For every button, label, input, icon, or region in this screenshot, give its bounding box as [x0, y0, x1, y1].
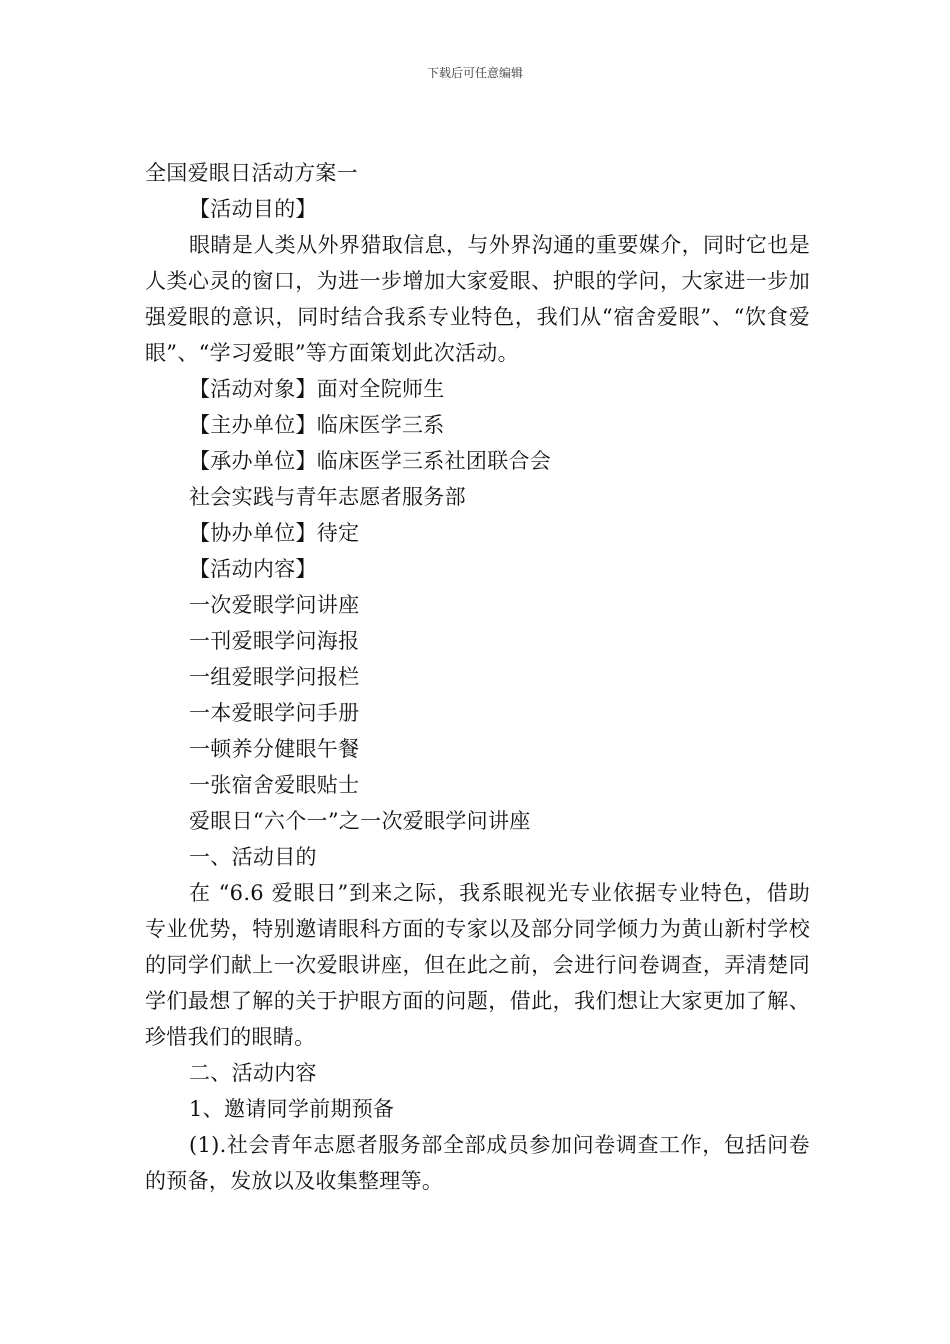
- section1-heading: 一、活动目的: [189, 845, 317, 869]
- purpose-heading: 【活动目的】: [189, 197, 317, 221]
- section2-heading: 二、活动内容: [189, 1061, 317, 1085]
- document-title: 全国爱眼日活动方案一: [145, 161, 358, 185]
- content-item: 一刊爱眼学问海报: [189, 629, 360, 653]
- content-item: 一本爱眼学问手册: [189, 701, 360, 725]
- section1-paragraph: 在 “6.6 爱眼日”到来之际，我系眼视光专业依据专业特色，借助专业优势，特别邀请眼科方面的专家以及部分同学倾力为黄山新村学校的同学们献上一次爱眼讲座，但在此之前，会进行问卷调查，弄清楚同学们最想了解的关于护眼方面的问题，借此，我们想让大家更加了解、珍惜我们的眼睛。: [145, 881, 810, 1049]
- content-heading: 【活动内容】: [189, 557, 317, 581]
- section2-item-paragraph: (1).社会青年志愿者服务部全部成员参加问卷调查工作，包括问卷的预备，发放以及收集整理等。: [145, 1133, 810, 1193]
- undertaker-dept-line: 社会实践与青年志愿者服务部: [189, 485, 466, 509]
- target-line: 【活动对象】面对全院师生: [189, 377, 445, 401]
- content-item: 一顿养分健眼午餐: [189, 737, 360, 761]
- section-title: 爱眼日“六个一”之一次爱眼学问讲座: [189, 809, 531, 833]
- section2-subheading: 1、邀请同学前期预备: [189, 1097, 395, 1121]
- document-body: [145, 155, 810, 1199]
- content-item: 一张宿舍爱眼贴士: [189, 773, 360, 797]
- content-item: 一次爱眼学问讲座: [189, 593, 360, 617]
- undertaker-line: 【承办单位】临床医学三系社团联合会: [189, 449, 552, 473]
- content-item: 一组爱眼学问报栏: [189, 665, 360, 689]
- purpose-paragraph: 眼睛是人类从外界猎取信息，与外界沟通的重要媒介，同时它也是人类心灵的窗口，为进一步增加大家爱眼、护眼的学问，大家进一步加强爱眼的意识，同时结合我系专业特色，我们从“宿舍爱眼”、“饮食爱眼”、“学习爱眼”等方面策划此次活动。: [145, 233, 810, 365]
- organizer-line: 【主办单位】临床医学三系: [189, 413, 445, 437]
- co-organizer-line: 【协办单位】待定: [189, 521, 360, 545]
- page-header-note: 下载后可任意编辑: [426, 66, 523, 80]
